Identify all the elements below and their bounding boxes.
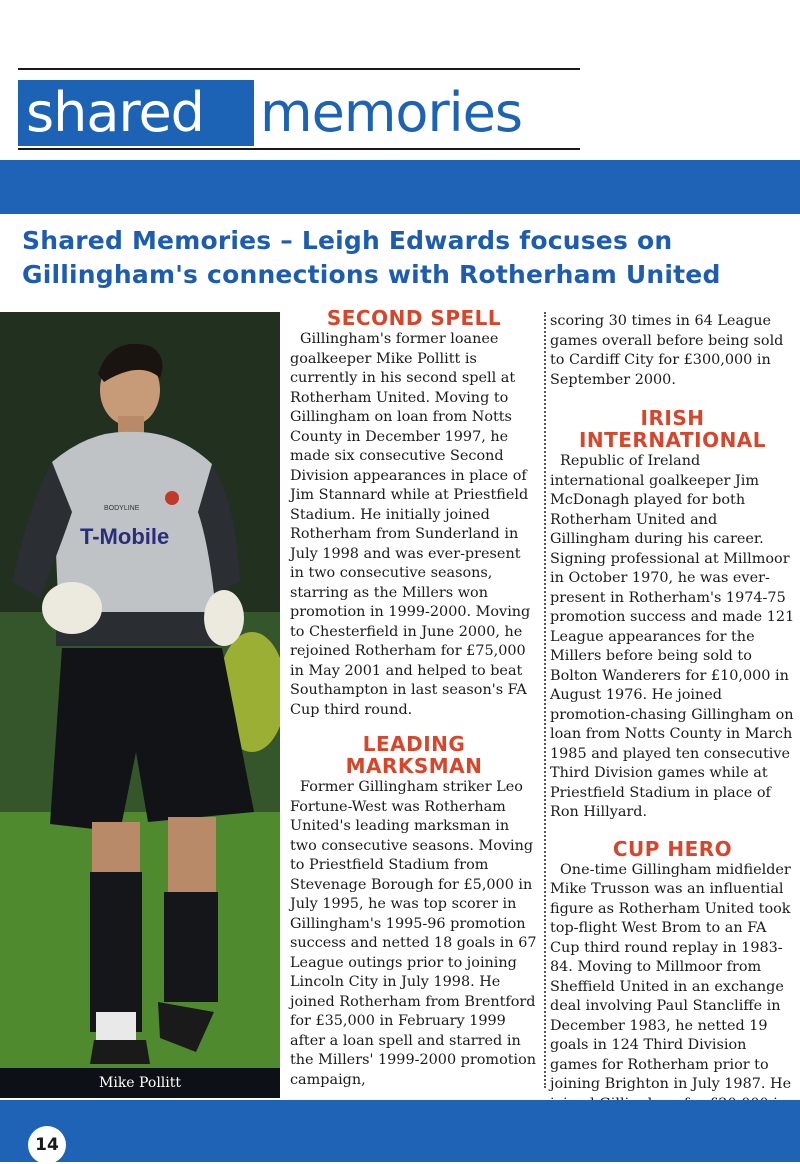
body-irish-international: Republic of Ireland international goalkeeper Jim McDonagh played for both Rotherham United and Gillingham during his career. Signing professional at Millmoor in October 1970, he was ever-present in Rotherham's 1974-75 promotion success and made 121 League appearances for the Millers before being sold to Bolton Wanderers for £10,000 in August 1976. He joined promotion-chasing Gillingham on loan from Notts County in March 1985 and played ten consecutive Third Division games while at Priestfield Stadium in place of Ron Hillyard. [550,453,795,820]
heading-irish-line2: INTERNATIONAL [578,428,767,452]
masthead [18,80,522,146]
body-leading-marksman: Former Gillingham striker Leo Fortune-West was Rotherham United's leading marksman in two consecutive seasons. Moving to Priestfield Stadium from Stevenage Borough for £5,000 in July 1995, he was top scorer in Gillingham's 1995-96 promotion success and netted 18 goals in 67 League outings prior to joining Lincoln City in July 1998. He joined Rotherham from Brentford for £35,000 in February 1999 after a loan spell and starred in the Millers' 1999-2000 promotion campaign, [290,779,537,1088]
shirt-sponsor-text: T-Mobile [80,524,170,549]
top-rule [18,68,580,70]
heading-cup-hero: CUP HERO [612,836,733,861]
footer-band [0,1100,800,1162]
column-divider [544,312,546,1088]
heading-irish-line1: IRISH [640,406,705,430]
photo-caption: Mike Pollitt [0,1068,280,1098]
column-2 [550,312,795,1134]
masthead-shared: shared [18,80,254,146]
shirt-maker-text: BODYLINE [104,505,140,512]
blue-header-band [0,160,800,214]
page-number: 14 [28,1126,66,1164]
bottom-rule [18,148,580,150]
player-photo [0,312,280,1098]
heading-second-spell: SECOND SPELL [326,306,502,330]
goalkeeper-illustration [0,312,280,1098]
body-leading-marksman-continued: scoring 30 times in 64 League games overall before being sold to Cardiff City for £300,000 in September 2000. [550,313,784,388]
page-headline: Shared Memories – Leigh Edwards focuses on Gillingham's connections with Rotherham United [22,226,721,289]
body-cup-hero: One-time Gillingham midfielder Mike Trusson was an influential figure as Rotherham United took top-flight West Brom to an FA Cup third round replay in 1983-84. Moving to Millmoor from Sheffield United in an exchange deal involving Paul Stancliffe in December 1983, he netted 19 goals in 124 Third Division games for Rotherham prior to joining Brighton in July 1987. He [550,861,792,1092]
heading-leading-line2: MARKSMAN [345,754,483,778]
column-1 [290,308,538,1090]
body-second-spell: Gillingham's former loanee goalkeeper Mike Pollitt is currently in his second spell at Rotherham United. Moving to Gillingham on loan from Notts County in December 1997, he made six consecutive Second Division appearances in place of Jim Stannard while at Priestfield Stadium. He initially joined Rotherham from Sunderland in July 1998 and was ever-present in two consecutive seasons, starring as the Millers won promotion in 1999-2000. Moving to Chesterfield in June 2000, he rejoined Rotherham for £75,000 in May 2001 and helped to beat Southampton in last season's FA Cup third round. [290,331,531,718]
heading-leading-line1: LEADING [362,732,466,756]
masthead-memories: memories [260,81,523,144]
